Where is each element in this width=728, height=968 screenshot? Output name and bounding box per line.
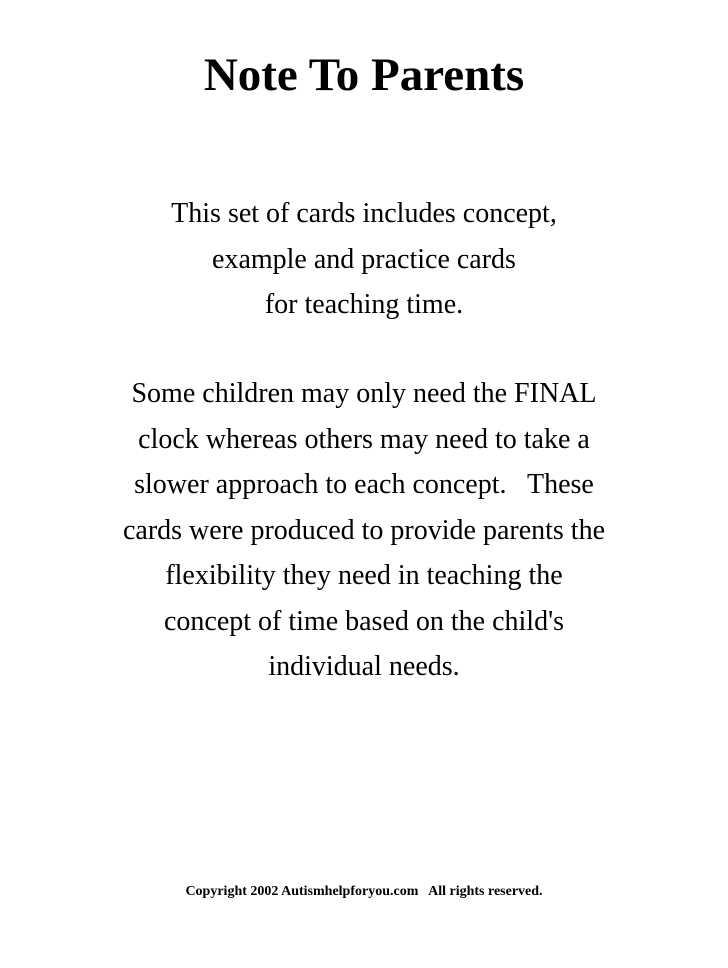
- paragraph-line: slower approach to each concept. These: [134, 469, 594, 500]
- paragraph-line: concept of time based on the child's: [163, 605, 565, 637]
- paragraph-line: cards were produced to provide parents the: [122, 514, 606, 546]
- paragraph-line: clock whereas others may need to take a: [138, 423, 590, 455]
- page-title: Note To Parents: [203, 49, 525, 101]
- paragraph-line: for teaching time.: [264, 289, 464, 320]
- intro-paragraph: [0, 191, 728, 328]
- paragraph-line: Some children may only need the FINAL: [131, 378, 597, 409]
- paragraph-line: This set of cards includes concept,: [171, 198, 557, 229]
- explanation-paragraph: [0, 371, 728, 690]
- copyright-footer: Copyright 2002 Autismhelpforyou.com All rights reserved.: [185, 884, 543, 899]
- paragraph-line: flexibility they need in teaching the: [165, 560, 563, 591]
- paragraph-line: example and practice cards: [212, 243, 516, 275]
- paragraph-line: individual needs.: [268, 651, 460, 682]
